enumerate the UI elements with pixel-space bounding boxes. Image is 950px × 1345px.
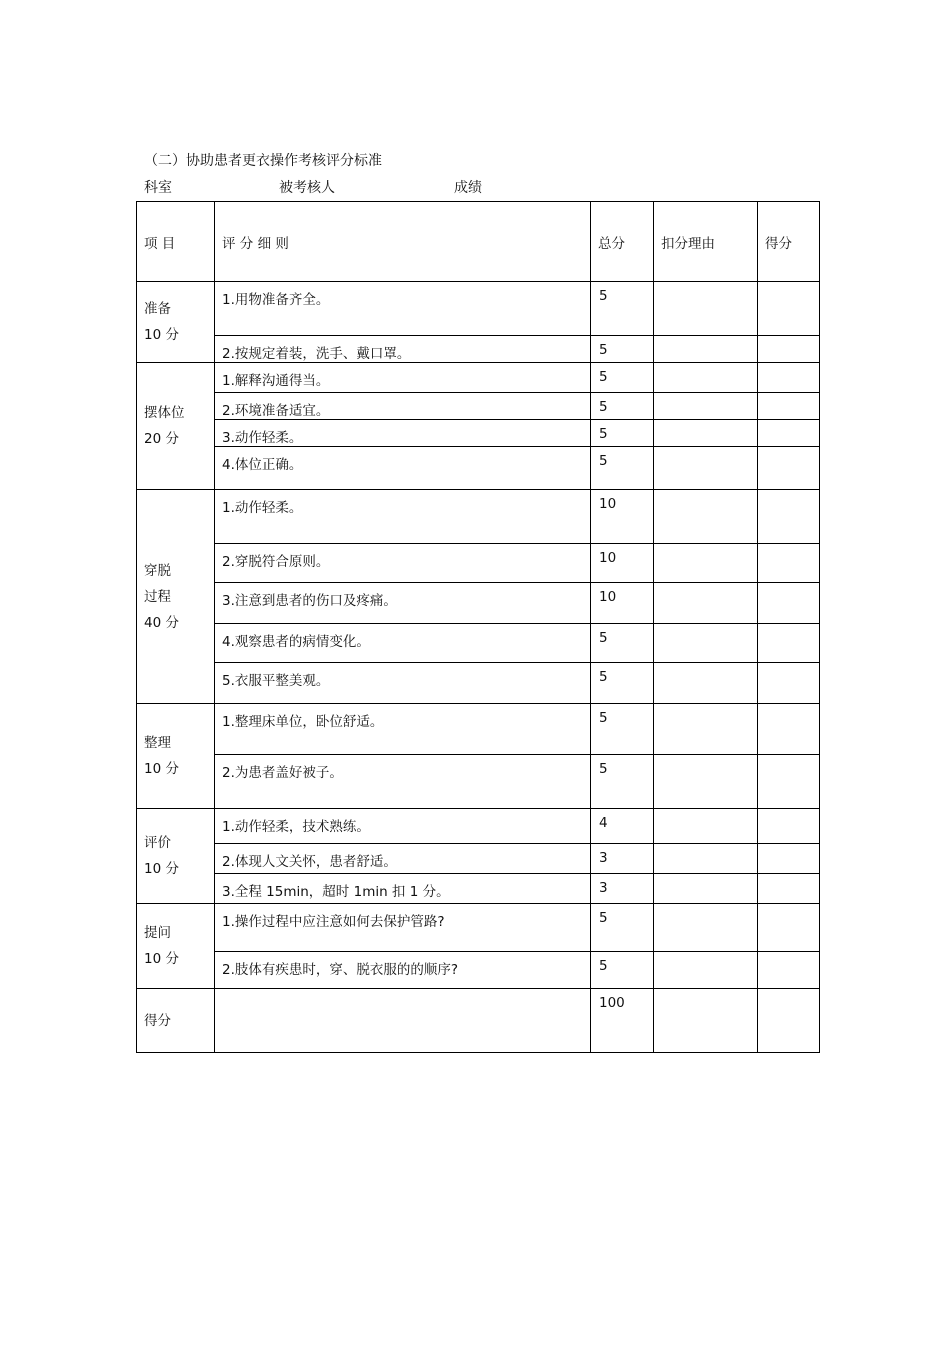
criteria-cell: 2.体现人文关怀，患者舒适。 — [215, 844, 591, 874]
table-row — [137, 282, 820, 336]
deduction-cell[interactable] — [654, 989, 758, 1053]
table-row — [137, 363, 820, 393]
score-cell[interactable] — [758, 663, 820, 704]
criteria-cell: 3.全程 15min，超时 1min 扣 1 分。 — [215, 874, 591, 904]
deduction-cell[interactable] — [654, 624, 758, 663]
total-cell: 5 — [591, 755, 654, 809]
total-cell: 10 — [591, 544, 654, 583]
deduction-cell[interactable] — [654, 447, 758, 490]
deduction-cell[interactable] — [654, 336, 758, 363]
section-name: 摆体位 — [144, 405, 185, 421]
score-cell[interactable] — [758, 704, 820, 755]
total-cell: 5 — [591, 624, 654, 663]
total-cell: 10 — [591, 490, 654, 544]
section-name-line2: 过程 — [144, 588, 171, 605]
score-cell[interactable] — [758, 447, 820, 490]
section-name: 整理 — [144, 735, 171, 751]
examinee-label: 被考核人 — [279, 180, 335, 196]
table-row — [137, 544, 820, 583]
section-tidy — [137, 704, 215, 809]
score-cell[interactable] — [758, 336, 820, 363]
section-points: 10 分 — [144, 327, 179, 343]
table-row — [137, 904, 820, 952]
section-points: 40 分 — [144, 614, 179, 631]
score-cell[interactable] — [758, 393, 820, 420]
criteria-cell: 4.体位正确。 — [215, 447, 591, 490]
score-cell[interactable] — [758, 904, 820, 952]
criteria-cell: 3.注意到患者的伤口及疼痛。 — [215, 583, 591, 624]
score-cell[interactable] — [758, 809, 820, 844]
section-name: 提问 — [144, 925, 171, 941]
total-cell: 5 — [591, 904, 654, 952]
total-cell: 3 — [591, 874, 654, 904]
section-prep — [137, 282, 215, 363]
header-item: 项 目 — [137, 202, 215, 282]
criteria-cell: 3.动作轻柔。 — [215, 420, 591, 447]
table-row — [137, 336, 820, 363]
total-cell: 10 — [591, 583, 654, 624]
criteria-cell: 1.操作过程中应注意如何去保护管路? — [215, 904, 591, 952]
total-cell: 5 — [591, 952, 654, 989]
table-row — [137, 583, 820, 624]
section-points: 10 分 — [144, 951, 179, 967]
dept-label: 科室 — [144, 180, 172, 196]
score-label: 成绩 — [454, 180, 482, 196]
section-points: 20 分 — [144, 431, 179, 447]
score-cell[interactable] — [758, 989, 820, 1053]
table-row — [137, 624, 820, 663]
deduction-cell[interactable] — [654, 755, 758, 809]
table-row — [137, 755, 820, 809]
score-cell[interactable] — [758, 952, 820, 989]
score-cell[interactable] — [758, 544, 820, 583]
table-footer-row — [137, 989, 820, 1053]
total-cell: 5 — [591, 704, 654, 755]
footer-label: 得分 — [137, 989, 215, 1053]
total-cell: 5 — [591, 336, 654, 363]
score-cell[interactable] — [758, 420, 820, 447]
page-title: （二）协助患者更衣操作考核评分标准 — [144, 153, 382, 169]
table-header-row — [137, 202, 820, 282]
score-cell[interactable] — [758, 624, 820, 663]
score-cell[interactable] — [758, 874, 820, 904]
criteria-cell: 2.环境准备适宜。 — [215, 393, 591, 420]
deduction-cell[interactable] — [654, 704, 758, 755]
criteria-cell: 2.穿脱符合原则。 — [215, 544, 591, 583]
criteria-cell: 1.动作轻柔，技术熟练。 — [215, 809, 591, 844]
header-deduction: 扣分理由 — [654, 202, 758, 282]
criteria-cell: 1.整理床单位，卧位舒适。 — [215, 704, 591, 755]
table-row — [137, 447, 820, 490]
footer-criteria-cell — [215, 989, 591, 1053]
section-name: 穿脱 — [144, 562, 171, 579]
table-row — [137, 420, 820, 447]
section-questions — [137, 904, 215, 989]
deduction-cell[interactable] — [654, 809, 758, 844]
header-score: 得分 — [758, 202, 820, 282]
section-name: 评价 — [144, 835, 171, 851]
deduction-cell[interactable] — [654, 282, 758, 336]
table-row — [137, 952, 820, 989]
score-cell[interactable] — [758, 282, 820, 336]
criteria-cell: 2.为患者盖好被子。 — [215, 755, 591, 809]
footer-total: 100 — [591, 989, 654, 1053]
criteria-cell: 4.观察患者的病情变化。 — [215, 624, 591, 663]
deduction-cell[interactable] — [654, 393, 758, 420]
total-cell: 4 — [591, 809, 654, 844]
section-points: 10 分 — [144, 761, 179, 777]
deduction-cell[interactable] — [654, 544, 758, 583]
table-row — [137, 393, 820, 420]
total-cell: 5 — [591, 393, 654, 420]
table-row — [137, 844, 820, 874]
section-position — [137, 363, 215, 490]
score-cell[interactable] — [758, 583, 820, 624]
table-row — [137, 874, 820, 904]
scoring-table — [136, 201, 820, 1053]
total-cell: 5 — [591, 447, 654, 490]
criteria-cell: 1.解释沟通得当。 — [215, 363, 591, 393]
deduction-cell[interactable] — [654, 363, 758, 393]
table-row — [137, 809, 820, 844]
section-evaluation — [137, 809, 215, 904]
deduction-cell[interactable] — [654, 874, 758, 904]
total-cell: 5 — [591, 363, 654, 393]
section-dressing — [137, 490, 215, 704]
criteria-cell: 2.肢体有疾患时，穿、脱衣服的的顺序? — [215, 952, 591, 989]
deduction-cell[interactable] — [654, 663, 758, 704]
deduction-cell[interactable] — [654, 844, 758, 874]
deduction-cell[interactable] — [654, 904, 758, 952]
deduction-cell[interactable] — [654, 420, 758, 447]
header-total: 总分 — [591, 202, 654, 282]
total-cell: 5 — [591, 420, 654, 447]
total-cell: 5 — [591, 282, 654, 336]
criteria-cell: 2.按规定着装，洗手、戴口罩。 — [215, 336, 591, 363]
table-row — [137, 704, 820, 755]
deduction-cell[interactable] — [654, 490, 758, 544]
header-criteria: 评 分 细 则 — [215, 202, 591, 282]
criteria-cell: 1.动作轻柔。 — [215, 490, 591, 544]
table-row — [137, 663, 820, 704]
score-cell[interactable] — [758, 363, 820, 393]
section-name: 准备 — [144, 301, 171, 317]
table-row — [137, 490, 820, 544]
total-cell: 3 — [591, 844, 654, 874]
criteria-cell: 1.用物准备齐全。 — [215, 282, 591, 336]
score-cell[interactable] — [758, 490, 820, 544]
deduction-cell[interactable] — [654, 952, 758, 989]
deduction-cell[interactable] — [654, 583, 758, 624]
score-cell[interactable] — [758, 755, 820, 809]
score-cell[interactable] — [758, 844, 820, 874]
section-points: 10 分 — [144, 861, 179, 877]
criteria-cell: 5.衣服平整美观。 — [215, 663, 591, 704]
total-cell: 5 — [591, 663, 654, 704]
